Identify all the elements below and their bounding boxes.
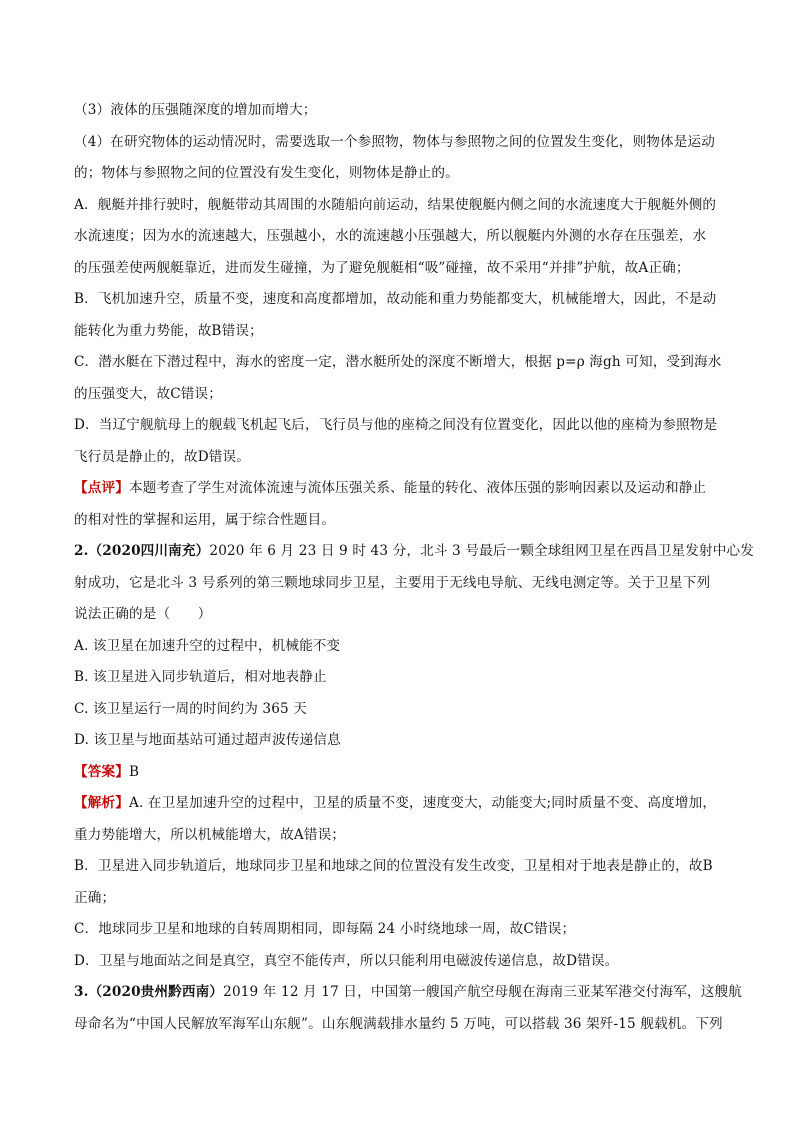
- answer-line: [74, 762, 794, 782]
- text-line: 的压强变大，故C错误；: [74, 386, 222, 402]
- question-line: 说法正确的是（ ）: [74, 606, 212, 622]
- text-line: C．潜水艇在下潜过程中，海水的密度一定，潜水艇所处的深度不断增大，根据 p=ρ 海gh 可知，受到海水: [74, 354, 722, 370]
- analysis-line: C．地球同步卫星和地球的自转周期相同，即每隔 24 小时绕地球一周，故C错误；: [74, 921, 576, 937]
- analysis-line: D．卫星与地面站之间是真空，真空不能传声，所以只能利用电磁波传递信息，故D错误。: [74, 953, 619, 969]
- text-line: B．飞机加速升空，质量不变，速度和高度都增加，故动能和重力势能都变大，机械能增大，因此，不是动: [74, 291, 717, 307]
- question-line: 射成功，它是北斗 3 号系列的第三颗地球同步卫星，主要用于无线电导航、无线电测定等。关于卫星下列: [74, 575, 711, 591]
- text-line: 水流速度；因为水的流速越大，压强越小，水的流速越小压强越大，所以舰艇内外测的水存在压强差，水: [74, 228, 707, 244]
- answer-tag: 【答案】: [74, 764, 129, 780]
- question-number: 2.: [74, 543, 89, 559]
- analysis-text: A. 在卫星加速升空的过程中，卫星的质量不变，速度变大，动能变大;同时质量不变、高度增加，: [128, 795, 717, 811]
- question-text: 2020 年 6 月 23 日 9 时 43 分，北斗 3 号最后一颗全球组网卫星在西昌卫星发射中心发: [209, 543, 754, 559]
- text-line: D．当辽宁舰航母上的舰载飞机起飞后，飞行员与他的座椅之间没有位置变化，因此以他的座椅为参照物是: [74, 417, 718, 433]
- text-line: 能转化为重力势能，故B错误；: [74, 323, 263, 339]
- text-line: 的压强差使两舰艇靠近，进而发生碰撞，为了避免舰艇相“吸”碰撞，故不采用“并排”护航，故A正确；: [74, 260, 690, 276]
- text-line: （4）在研究物体的运动情况时，需要选取一个参照物，物体与参照物之间的位置发生变化，则物体是运动: [74, 134, 716, 150]
- option-c: C. 该卫星运行一周的时间约为 365 天: [74, 701, 308, 717]
- analysis-tag: 【解析】: [74, 795, 129, 811]
- question-text: 2019 年 12 月 17 日，中国第一艘国产航空母舰在海南三亚某军港交付海军，这艘航: [223, 984, 742, 1000]
- question-source: （2020贵州黔西南）: [88, 984, 224, 1000]
- question-2-stem: [74, 541, 794, 561]
- comment-tag: 【点评】: [74, 480, 129, 496]
- text-line: （3）液体的压强随深度的增加而增大；: [74, 102, 317, 118]
- comment-line: 的相对性的掌握和运用，属于综合性题目。: [74, 512, 336, 528]
- text-line: 的；物体与参照物之间的位置没有发生变化，则物体是静止的。: [74, 165, 459, 181]
- option-d: D. 该卫星与地面基站可通过超声波传递信息: [74, 732, 341, 748]
- text-line: 飞行员是静止的，故D错误。: [74, 449, 250, 465]
- analysis-line: [74, 793, 794, 813]
- question-number: 3.: [74, 984, 89, 1000]
- analysis-line: 正确；: [74, 890, 116, 906]
- comment-text: 本题考查了学生对流体流速与流体压强关系、能量的转化、液体压强的影响因素以及运动和静止: [128, 480, 707, 496]
- question-3-stem: [74, 982, 794, 1002]
- option-a: A. 该卫星在加速升空的过程中，机械能不变: [74, 638, 341, 654]
- comment-line: [74, 478, 794, 498]
- question-line: 母命名为“中国人民解放军海军山东舰”。山东舰满载排水量约 5 万吨，可以搭载 36 架歼-15 舰载机。下列: [74, 1016, 723, 1032]
- analysis-line: B．卫星进入同步轨道后，地球同步卫星和地球之间的位置没有发生改变，卫星相对于地表是静止的，故B: [74, 858, 713, 874]
- question-source: （2020四川南充）: [88, 543, 210, 559]
- analysis-line: 重力势能增大，所以机械能增大，故A错误；: [74, 827, 346, 843]
- text-line: A．舰艇并排行驶时，舰艇带动其周围的水随船向前运动，结果使舰艇内侧之间的水流速度大于舰艇外侧的: [74, 197, 717, 213]
- option-b: B. 该卫星进入同步轨道后，相对地表静止: [74, 669, 327, 685]
- answer-value: B: [128, 764, 140, 780]
